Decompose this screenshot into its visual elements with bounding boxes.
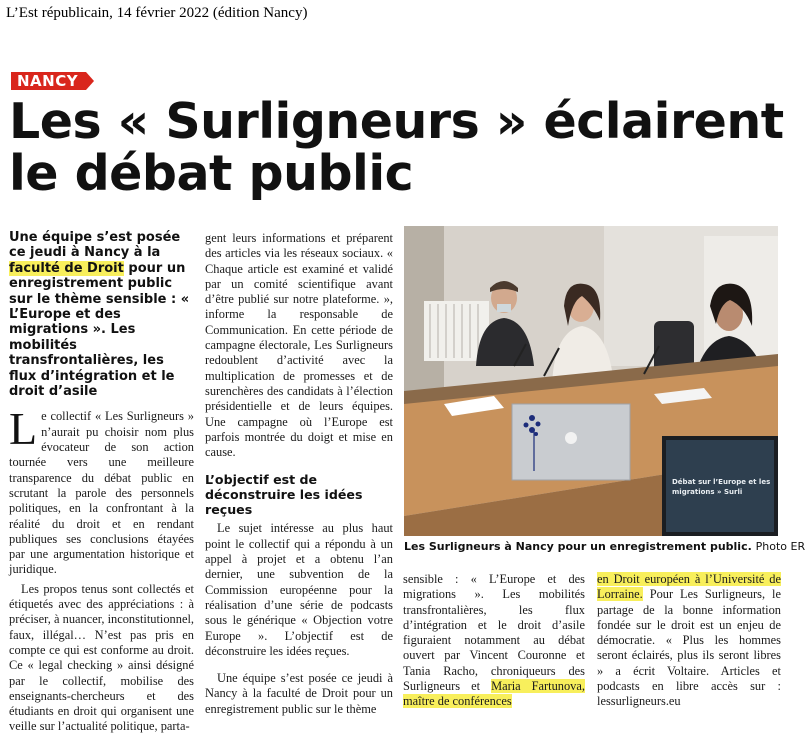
caption-text: Les Surligneurs à Nancy pour un enregistrement public. [404,540,752,553]
chapo [9,230,194,399]
paragraph-4: Le sujet intéresse au plus haut point le collectif qui a répondu à un appel à projet et a obtenu l’an dernier, une subvention de la Commission européenne pour la réalisation d’une série de podcasts sous le générique « Objection votre Europe ». L’objectif est de déconstruire les idées reçues. [205,521,393,658]
headline: Les « Surligneurs » éclairent le débat public [9,93,784,202]
paragraph-intro-text: e collectif « Les Surligneurs » n’aurait pu choisir nom plus évocateur de son action tournée vers une meilleure transparence du débat public en scrutant la parole des personnels politiques, en la confrontant à la réalité du droit et en rendant publiques ses conclusions étayées par une argumentation historique et juridique. [9,409,194,577]
paragraph-6 [403,572,585,710]
paragraph-5: Une équipe s’est posée ce jeudi à Nancy à la faculté de Droit pour un enregistrement public sur le thème [205,671,393,716]
screen-text-2: migrations » Surli [672,488,743,496]
article-photo [404,226,778,536]
drop-cap: L [9,403,38,455]
photo-credit: Photo ER [755,540,805,553]
subheading: L’objectif est de déconstruire les idées reçues [205,472,363,518]
paragraph-intro [9,403,194,577]
chapo-highlight: faculté de Droit [9,260,124,276]
column-1 [9,230,194,735]
paragraph-3: gent leurs informations et préparent des articles via les réseaux sociaux. « Chaque article est examiné et validé par un comité scientifique avant d’être publié sur notre plateforme. », informe la responsable de Communication. En cette période de campagne électorale, Les Surligneurs redoublent d’activité avec la multiplication de promesses et de surenchères des candidats à l’élection présidentielle et de leurs équipes. Une campagne où l’Europe est parfois montrée du doigt et mise en cause. [205,231,393,460]
paragraph-7 [597,572,781,710]
paragraph-6-text: sensible : « L’Europe et des migrations ». Les mobilités transfrontalières, les flux d’intégration et le droit d’asile figuraient notamment au débat ouvert par Vincent Couronne et Tania Racho, chroniqueurs des Surligneurs et [403,572,585,694]
column-4 [597,572,781,710]
highlight-name: Maria Fartunova, maître de conférences [403,679,585,709]
chapo-text-1: Une équipe s’est posée ce jeudi à Nancy à la [9,230,181,261]
highlight-university: en Droit européen à l’Université de Lorraine. [597,572,781,602]
column-2 [205,231,393,717]
screen-text-1: Débat sur l’Europe et les [672,478,771,486]
column-3 [403,572,585,710]
paragraph-2: Les propos tenus sont collectés et étiquetés avec des appréciations : à préciser, à nuancer, inconstitutionnel, faux, illégal… N’est pas pris en compte ce qui est conforme au droit. Ce « legal checking » ainsi désigné par le collectif, mobilise des enseignants-chercheurs et des étudiants en droit qui organisent une veille sur l’actualité politique, parta- [9,581,194,734]
paragraph-7-text: Pour Les Surligneurs, le partage de la bonne information fondée sur le droit est un enjeu de démocratie. « Plus les hommes seront éclairés, plus ils seront libres » a écrit Voltaire. Articles et podcasts en libre accès sur : lessurligneurs.eu [597,587,781,709]
section-kicker: NANCY [11,72,86,90]
photo-caption [404,540,805,554]
source-line: L’Est républicain, 14 février 2022 (édition Nancy) [6,5,308,21]
chapo-text-2: pour un enregistrement public sur le thème sensible : « L’Europe et des migrations ». Les mobilités transfrontalières, les flux d’intégration et le droit d’asile [9,260,190,400]
